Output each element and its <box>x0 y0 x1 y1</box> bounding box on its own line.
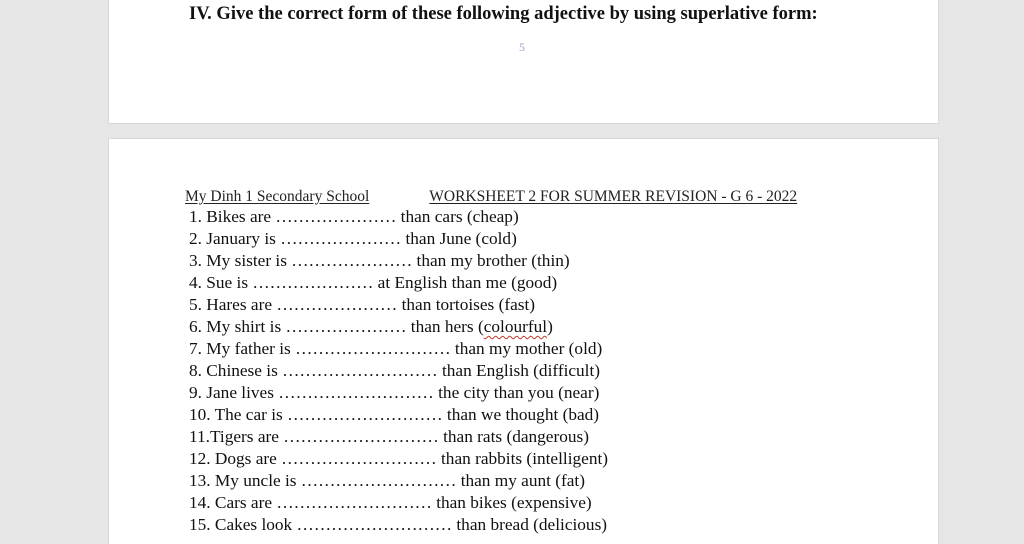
item-text: 5. Hares are <box>189 295 277 314</box>
item-text: 11.Tigers are <box>189 427 284 446</box>
item-text: than we thought (bad) <box>442 405 600 424</box>
exercise-item <box>189 448 608 470</box>
item-text: the city than you (near) <box>433 383 600 402</box>
item-text: than tortoises (fast) <box>397 295 536 314</box>
item-text: 14. Cars are <box>189 493 277 512</box>
item-text: 6. My shirt is <box>189 317 286 336</box>
item-text: than rabbits (intelligent) <box>436 449 609 468</box>
exercise-heading: IV. Give the correct form of these following adjective by using superlative form: <box>189 4 818 24</box>
page-number: 5 <box>519 40 525 54</box>
answer-blank: ………………… <box>285 317 407 336</box>
answer-blank: ……………………… <box>283 427 439 446</box>
exercise-item <box>189 316 608 338</box>
exercise-item <box>189 250 608 272</box>
item-text: than hers ( <box>406 317 484 336</box>
item-text: than my brother (thin) <box>412 251 570 270</box>
item-text: than English (difficult) <box>437 361 601 380</box>
item-text: 15. Cakes look <box>189 515 297 534</box>
item-text: ) <box>547 317 553 336</box>
answer-blank: ……………………… <box>295 339 451 358</box>
worksheet-title: WORKSHEET 2 FOR SUMMER REVISION - G 6 - 2022 <box>429 188 798 205</box>
item-text: 3. My sister is <box>189 251 292 270</box>
item-text: than bread (delicious) <box>452 515 608 534</box>
answer-blank: ………………… <box>276 295 398 314</box>
exercise-item <box>189 206 608 228</box>
exercise-item <box>189 228 608 250</box>
answer-blank: ……………………… <box>276 493 432 512</box>
item-text: than June (cold) <box>401 229 517 248</box>
item-text: 1. Bikes are <box>189 207 276 226</box>
school-name: My Dinh 1 Secondary School <box>185 188 370 205</box>
page-1 <box>109 0 938 123</box>
answer-blank: ………………… <box>275 207 397 226</box>
item-text: 4. Sue is <box>189 273 253 292</box>
item-text: 2. January is <box>189 229 281 248</box>
item-text: than rats (dangerous) <box>438 427 589 446</box>
exercise-item <box>189 426 608 448</box>
exercise-item <box>189 294 608 316</box>
item-text: 8. Chinese is <box>189 361 283 380</box>
item-text: 9. Jane lives <box>189 383 279 402</box>
exercise-item <box>189 272 608 294</box>
exercise-item <box>189 470 608 492</box>
item-text: than cars (cheap) <box>396 207 519 226</box>
answer-blank: ……………………… <box>281 449 437 468</box>
spellcheck-word: colourful <box>483 317 548 336</box>
item-text: than bikes (expensive) <box>431 493 592 512</box>
exercise-item <box>189 404 608 426</box>
item-text: at English than me (good) <box>373 273 558 292</box>
answer-blank: ………………… <box>280 229 402 248</box>
item-text: than my mother (old) <box>450 339 603 358</box>
answer-blank: ……………………… <box>278 383 434 402</box>
answer-blank: ……………………… <box>296 515 453 534</box>
answer-blank: ……………………… <box>282 361 438 380</box>
exercise-item <box>189 492 608 514</box>
exercise-item <box>189 360 608 382</box>
item-text: 7. My father is <box>189 339 296 358</box>
exercise-list <box>189 206 608 536</box>
answer-blank: ………………… <box>291 251 413 270</box>
item-text: than my aunt (fat) <box>456 471 585 490</box>
exercise-item <box>189 338 608 360</box>
exercise-item <box>189 514 608 536</box>
worksheet-header <box>185 188 797 206</box>
answer-blank: ……………………… <box>300 471 457 490</box>
exercise-item <box>189 382 608 404</box>
page-2 <box>109 139 938 544</box>
item-text: 12. Dogs are <box>189 449 282 468</box>
item-text: 10. The car is <box>189 405 288 424</box>
item-text: 13. My uncle is <box>189 471 301 490</box>
answer-blank: ……………………… <box>287 405 443 424</box>
answer-blank: ………………… <box>252 273 374 292</box>
